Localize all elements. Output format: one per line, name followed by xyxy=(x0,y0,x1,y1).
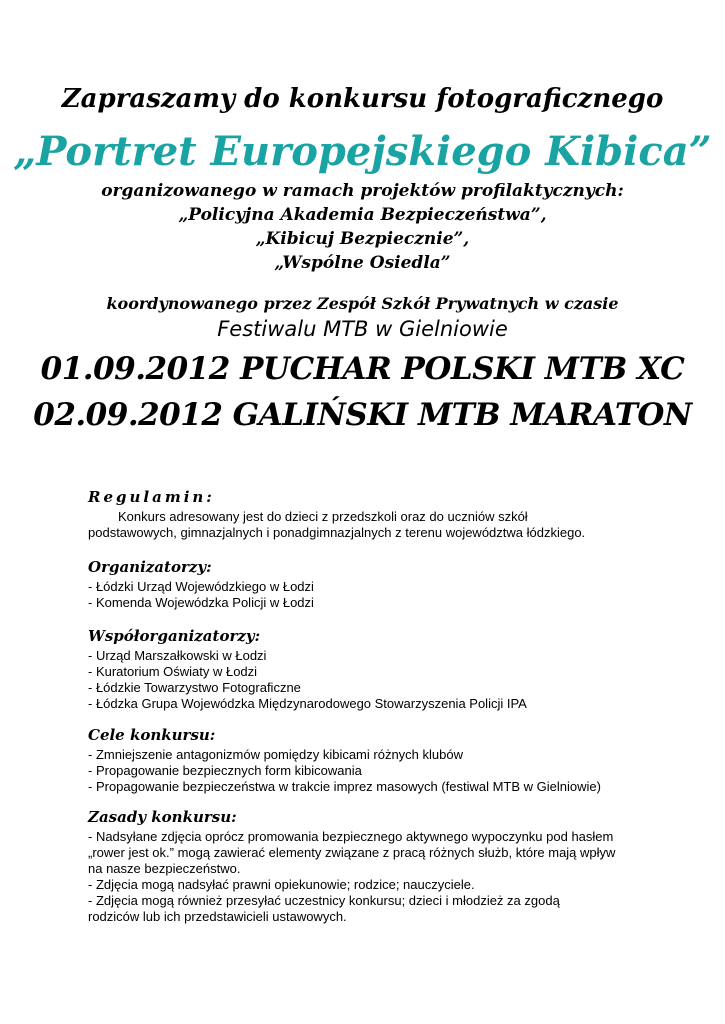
list-item: - Kuratorium Oświaty w Łodzi xyxy=(88,664,258,679)
event-line-2: 02.09.2012 GALIŃSKI MTB MARATON xyxy=(33,397,692,433)
project-name: „Policyjna Akademia Bezpieczeństwa”, xyxy=(178,205,547,225)
paragraph-line: Konkurs adresowany jest do dzieci z przedszkoli oraz do uczniów szkół xyxy=(118,509,528,524)
list-item: - Łódzka Grupa Wojewódzka Międzynarodowego Stowarzyszenia Policji IPA xyxy=(88,696,527,711)
paragraph-line: rodziców lub ich przedstawicieli ustawowych. xyxy=(88,909,347,924)
section-organizatorzy xyxy=(88,557,648,611)
section-heading: Organizatorzy: xyxy=(88,558,212,576)
list-item: - Propagowanie bezpieczeństwa w trakcie imprez masowych (festiwal MTB w Gielniowie) xyxy=(88,779,601,794)
contest-title: „Portret Europejskiego Kibica” xyxy=(13,128,712,175)
section-heading: Regulamin: xyxy=(88,488,215,506)
festival-name: Festiwalu MTB w Gielniowie xyxy=(217,317,508,341)
section-cele xyxy=(88,725,648,795)
section-zasady xyxy=(88,807,648,925)
section-wspolorganizatorzy xyxy=(88,626,648,712)
paragraph-line: „rower jest ok.” mogą zawierać elementy związane z pracą różnych służb, które mają wpływ xyxy=(88,845,616,860)
event-line-1: 01.09.2012 PUCHAR POLSKI MTB XC xyxy=(40,351,685,387)
list-item: - Propagowanie bezpiecznych form kibicowania xyxy=(88,763,362,778)
paragraph-line: na nasze bezpieczeństwo. xyxy=(88,861,241,876)
organized-line: organizowanego w ramach projektów profilaktycznych: xyxy=(101,181,624,201)
paragraph-line: - Zdjęcia mogą nadsyłać prawni opiekunowie; rodzice; nauczyciele. xyxy=(88,877,475,892)
list-item: - Zmniejszenie antagonizmów pomiędzy kibicami różnych klubów xyxy=(88,747,463,762)
list-item: - Urząd Marszałkowski w Łodzi xyxy=(88,648,267,663)
section-heading: Zasady konkursu: xyxy=(88,808,237,826)
invite-heading: Zapraszamy do konkursu fotograficznego xyxy=(61,84,664,114)
organized-block xyxy=(0,179,725,275)
list-item: - Komenda Wojewódzka Policji w Łodzi xyxy=(88,595,314,610)
list-item: - Łódzkie Towarzystwo Fotograficzne xyxy=(88,680,301,695)
list-item: - Łódzki Urząd Wojewódzkiego w Łodzi xyxy=(88,579,314,594)
project-name: „Kibicuj Bezpiecznie”, xyxy=(255,229,470,249)
coordinated-line: koordynowanego przez Zespół Szkół Prywatnych w czasie xyxy=(106,294,619,313)
section-heading: Cele konkursu: xyxy=(88,726,216,744)
paragraph-line: - Nadsyłane zdjęcia oprócz promowania bezpiecznego aktywnego wypoczynku pod hasłem xyxy=(88,829,614,844)
section-heading: Współorganizatorzy: xyxy=(88,627,261,645)
section-regulamin xyxy=(88,487,648,541)
paragraph-line: - Zdjęcia mogą również przesyłać uczestnicy konkursu; dzieci i młodzież za zgodą xyxy=(88,893,560,908)
project-name: „Wspólne Osiedla” xyxy=(274,253,451,273)
paragraph-line: podstawowych, gimnazjalnych i ponadgimnazjalnych z terenu województwa łódzkiego. xyxy=(88,525,586,540)
